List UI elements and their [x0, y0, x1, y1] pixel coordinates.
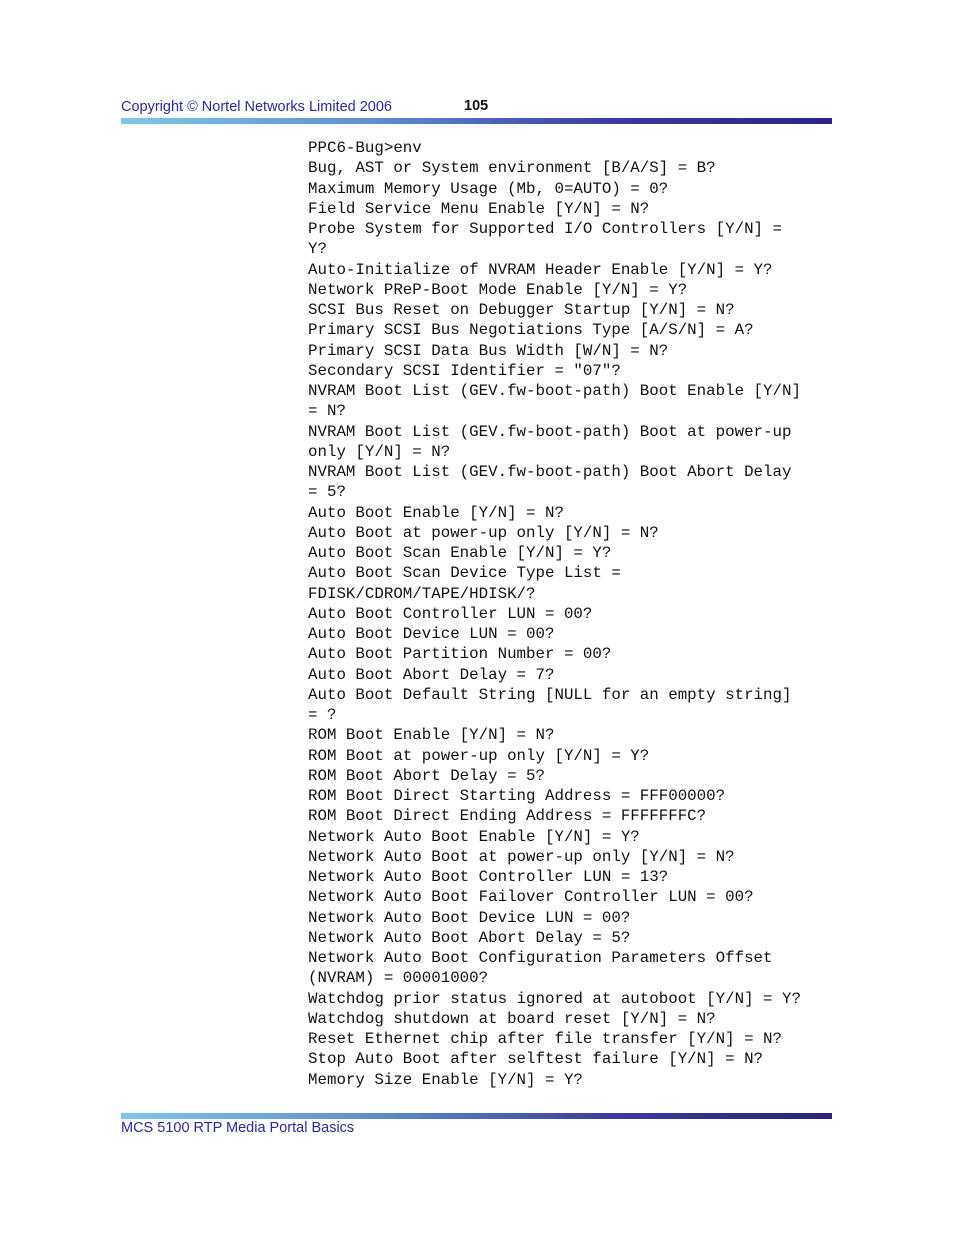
code-line: Maximum Memory Usage (Mb, 0=AUTO) = 0?: [308, 179, 669, 198]
footer-divider: [121, 1113, 832, 1119]
code-line: Auto Boot Scan Device Type List =: [308, 564, 621, 583]
code-line: ROM Boot Direct Starting Address = FFF00000?: [308, 787, 726, 805]
code-line: NVRAM Boot List (GEV.fw-boot-path) Boot at power-up: [308, 422, 792, 441]
code-line: Y?: [308, 240, 327, 259]
code-line: Auto Boot Scan Enable [Y/N] = Y?: [308, 544, 612, 562]
page-number: 105: [464, 98, 489, 114]
code-line: Stop Auto Boot after selftest failure [Y/N] = N?: [308, 1050, 764, 1069]
code-line: Auto Boot at power-up only [Y/N] = N?: [308, 523, 659, 542]
code-line: ROM Boot Enable [Y/N] = N?: [308, 726, 555, 745]
header-copyright: Copyright © Nortel Networks Limited 2006: [121, 99, 392, 115]
code-line: Auto Boot Controller LUN = 00?: [308, 604, 593, 623]
code-line: ROM Boot Abort Delay = 5?: [308, 766, 545, 785]
code-line: Probe System for Supported I/O Controllers [Y/N] =: [308, 220, 782, 238]
code-line: = ?: [308, 706, 337, 724]
code-line: Network Auto Boot Device LUN = 00?: [308, 908, 631, 927]
code-line: Secondary SCSI Identifier = "07"?: [308, 361, 621, 380]
code-line: Memory Size Enable [Y/N] = Y?: [308, 1070, 583, 1089]
code-line: Primary SCSI Bus Negotiations Type [A/S/N] = A?: [308, 321, 754, 340]
code-line: ROM Boot at power-up only [Y/N] = Y?: [308, 746, 650, 765]
code-line: Primary SCSI Data Bus Width [W/N] = N?: [308, 341, 669, 360]
code-line: (NVRAM) = 00001000?: [308, 969, 489, 988]
code-line: Auto Boot Partition Number = 00?: [308, 645, 612, 664]
code-line: FDISK/CDROM/TAPE/HDISK/?: [308, 584, 536, 603]
code-line: Auto Boot Default String [NULL for an empty string]: [308, 685, 792, 704]
code-line: only [Y/N] = N?: [308, 442, 451, 461]
code-line: NVRAM Boot List (GEV.fw-boot-path) Boot Abort Delay: [308, 463, 792, 481]
code-line: = N?: [308, 402, 346, 421]
code-line: Auto Boot Abort Delay = 7?: [308, 665, 555, 684]
code-line: Field Service Menu Enable [Y/N] = N?: [308, 199, 650, 218]
code-line: Network Auto Boot Controller LUN = 13?: [308, 868, 669, 886]
header-divider: [121, 118, 832, 124]
code-line: Watchdog prior status ignored at autoboot [Y/N] = Y?: [308, 989, 801, 1008]
code-line: NVRAM Boot List (GEV.fw-boot-path) Boot Enable [Y/N]: [308, 382, 801, 400]
code-line: Reset Ethernet chip after file transfer [Y/N] = N?: [308, 1030, 782, 1048]
code-line: Auto Boot Device LUN = 00?: [308, 625, 555, 643]
code-line: PPC6-Bug>env: [308, 139, 422, 157]
code-line: Network PReP-Boot Mode Enable [Y/N] = Y?: [308, 280, 688, 299]
code-line: Network Auto Boot Failover Controller LUN = 00?: [308, 888, 754, 907]
code-line: Network Auto Boot Configuration Parameters Offset: [308, 949, 773, 967]
code-line: Network Auto Boot at power-up only [Y/N] = N?: [308, 847, 735, 866]
code-line: Auto Boot Enable [Y/N] = N?: [308, 503, 564, 522]
code-line: Bug, AST or System environment [B/A/S] = B?: [308, 159, 716, 178]
code-line: Network Auto Boot Enable [Y/N] = Y?: [308, 827, 640, 846]
code-line: = 5?: [308, 483, 346, 502]
code-line: Network Auto Boot Abort Delay = 5?: [308, 928, 631, 947]
code-line: SCSI Bus Reset on Debugger Startup [Y/N] = N?: [308, 301, 735, 319]
code-block: [308, 138, 801, 1090]
code-line: ROM Boot Direct Ending Address = FFFFFFFC?: [308, 807, 707, 826]
code-line: Auto-Initialize of NVRAM Header Enable [Y/N] = Y?: [308, 260, 773, 279]
footer-title: MCS 5100 RTP Media Portal Basics: [121, 1120, 355, 1136]
code-line: Watchdog shutdown at board reset [Y/N] = N?: [308, 1009, 716, 1028]
